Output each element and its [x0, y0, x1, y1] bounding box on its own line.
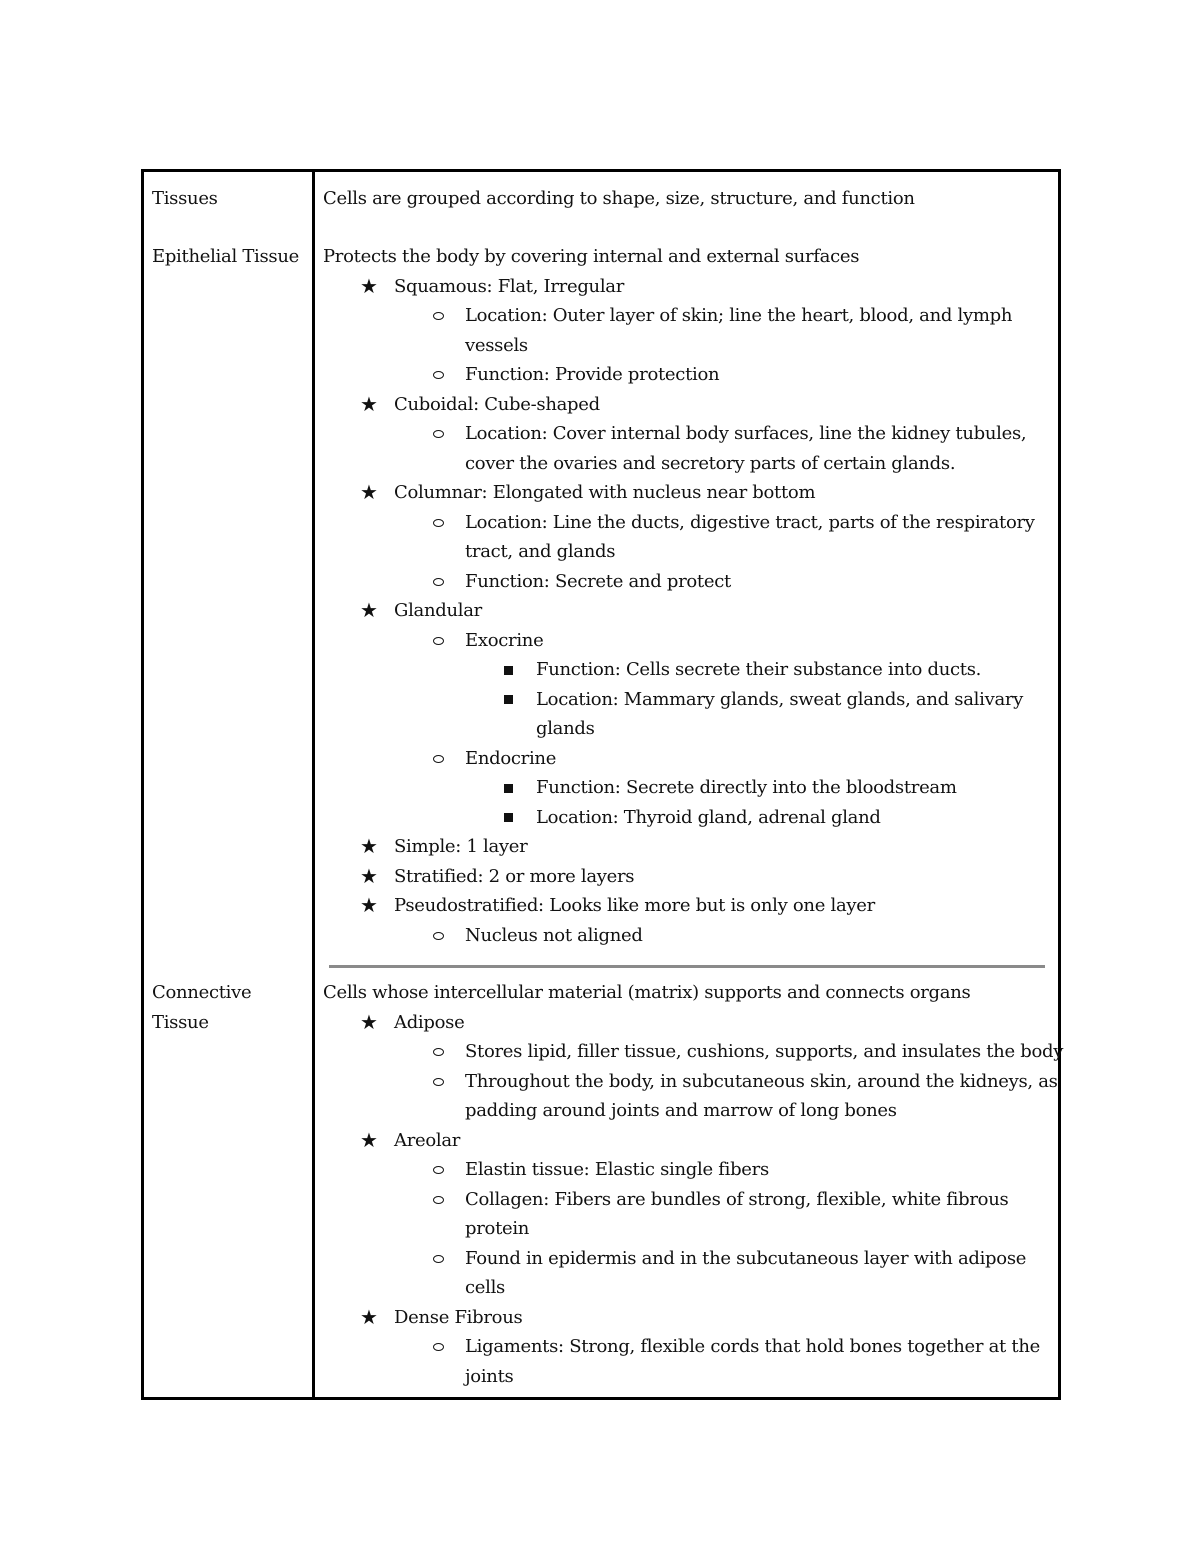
circle-bullet-icon — [428, 508, 448, 538]
list-item: Function: Secrete directly into the bloodstream — [536, 777, 957, 798]
list-item: Squamous: Flat, Irregular — [394, 275, 625, 297]
square-bullet-icon — [498, 803, 518, 833]
circle-bullet-icon — [428, 1185, 448, 1215]
list-item: Stores lipid, filler tissue, cushions, supports, and insulates the body — [465, 1041, 1064, 1062]
term-column — [144, 172, 312, 1397]
circle-bullet-icon — [428, 1067, 448, 1097]
star-bullet-icon: ★ — [360, 893, 378, 917]
list-item: Found in epidermis and in the subcutaneous layer with adipose — [465, 1247, 1027, 1269]
term-connective-tissue: Connective Tissue — [152, 982, 252, 1033]
list-item: Function: Secrete and protect — [465, 570, 731, 592]
list-item: Location: Mammary glands, sweat glands, and salivary — [536, 688, 1024, 710]
section-divider — [329, 965, 1045, 968]
circle-bullet-icon — [428, 419, 448, 449]
star-bullet-icon: ★ — [360, 1009, 378, 1034]
star-bullet-icon: ★ — [360, 273, 378, 298]
list-item: Stratified: 2 or more layers — [394, 865, 635, 887]
list-item: Throughout the body, in subcutaneous skin, around the kidneys, as — [465, 1070, 1058, 1092]
list-item: protein — [465, 1218, 530, 1239]
list-item: Location: Outer layer of skin; line the heart, blood, and lymph — [465, 305, 1013, 326]
star-bullet-icon: ★ — [360, 1127, 378, 1152]
list-item: cells — [465, 1277, 505, 1298]
list-item: joints — [465, 1365, 514, 1387]
square-bullet-icon — [498, 655, 518, 685]
term-tissues: Tissues — [152, 188, 218, 209]
circle-bullet-icon — [428, 301, 448, 331]
square-bullet-icon — [498, 685, 518, 715]
list-item: Ligaments: Strong, flexible cords that hold bones together at the — [465, 1336, 1040, 1357]
circle-bullet-icon — [428, 360, 448, 390]
star-bullet-icon: ★ — [360, 598, 378, 622]
circle-bullet-icon — [428, 1037, 448, 1067]
star-bullet-icon: ★ — [360, 480, 378, 504]
list-item: Elastin tissue: Elastic single fibers — [465, 1159, 769, 1180]
circle-bullet-icon — [428, 921, 448, 951]
list-item: Areolar — [394, 1129, 461, 1151]
description-column — [315, 172, 1064, 1397]
list-item: padding around joints and marrow of long bones — [465, 1100, 897, 1121]
list-item: Function: Cells secrete their substance into ducts. — [536, 659, 982, 680]
circle-bullet-icon — [428, 1332, 448, 1362]
list-item: Location: Cover internal body surfaces, line the kidney tubules, — [465, 423, 1027, 444]
list-item: vessels — [465, 334, 528, 356]
square-bullet-icon — [498, 773, 518, 803]
list-item: Glandular — [394, 600, 482, 621]
list-item: Protects the body by covering internal and external surfaces — [323, 246, 860, 267]
list-item: Endocrine — [465, 747, 557, 769]
list-item: Location: Line the ducts, digestive tract, parts of the respiratory — [465, 511, 1035, 533]
list-item: Location: Thyroid gland, adrenal gland — [536, 806, 881, 828]
star-bullet-icon: ★ — [360, 834, 378, 858]
list-item: Adipose — [394, 1011, 465, 1033]
list-item: Collagen: Fibers are bundles of strong, flexible, white fibrous — [465, 1188, 1009, 1210]
list-item: glands — [536, 718, 595, 739]
circle-bullet-icon — [428, 1244, 448, 1274]
list-item: Pseudostratified: Looks like more but is only one layer — [394, 895, 875, 916]
list-item: Nucleus not aligned — [465, 924, 643, 946]
star-bullet-icon: ★ — [360, 391, 378, 416]
list-item: cover the ovaries and secretory parts of certain glands. — [465, 452, 956, 474]
star-bullet-icon: ★ — [360, 1304, 378, 1329]
list-item: Dense Fibrous — [394, 1306, 523, 1328]
star-bullet-icon: ★ — [360, 863, 378, 888]
list-item: Cuboidal: Cube-shaped — [394, 393, 600, 415]
circle-bullet-icon — [428, 626, 448, 656]
list-item: Function: Provide protection — [465, 364, 720, 385]
notes-table — [141, 169, 1064, 1400]
circle-bullet-icon — [428, 567, 448, 597]
list-item: Cells whose intercellular material (matrix) supports and connects organs — [323, 982, 971, 1003]
term-epithelial-tissue: Epithelial Tissue — [152, 246, 300, 267]
list-item: Exocrine — [465, 629, 544, 651]
list-item: Columnar: Elongated with nucleus near bottom — [394, 482, 816, 503]
list-item: Simple: 1 layer — [394, 836, 528, 857]
circle-bullet-icon — [428, 1155, 448, 1185]
list-item: tract, and glands — [465, 541, 616, 562]
list-item: Cells are grouped according to shape, size, structure, and function — [323, 188, 915, 209]
circle-bullet-icon — [428, 744, 448, 774]
